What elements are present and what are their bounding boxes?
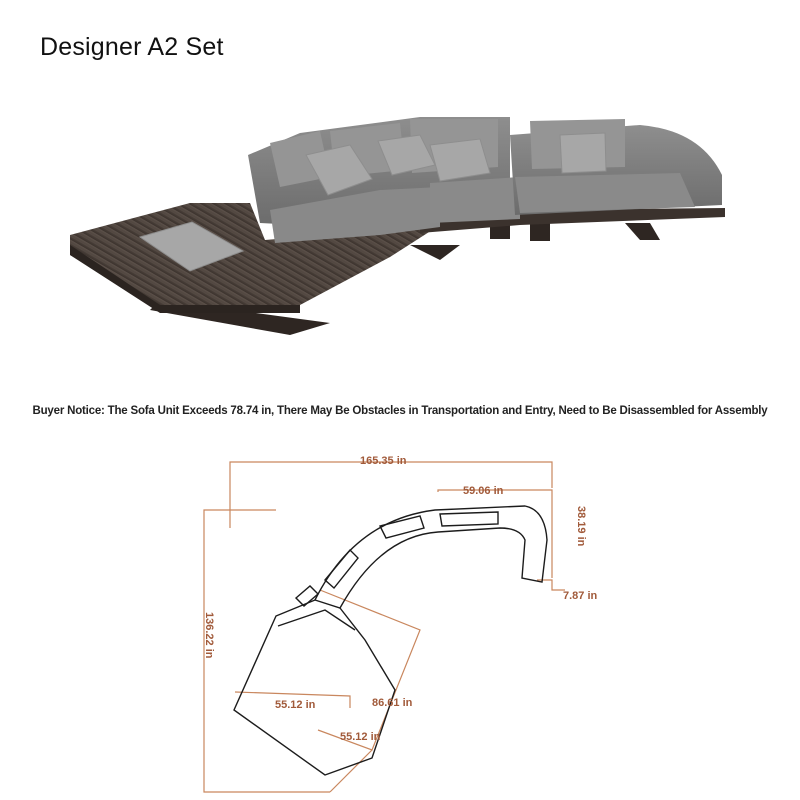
overall-width-label: 165.35 in (360, 455, 407, 467)
chaise-width-label: 55.12 in (275, 699, 316, 711)
dimension-lines (204, 462, 565, 792)
right-depth-label: 38.19 in (575, 506, 587, 547)
overall-depth-label: 136.22 in (203, 612, 215, 659)
chaise-depth-label: 55.12 in (340, 731, 381, 743)
buyer-notice: Buyer Notice: The Sofa Unit Exceeds 78.74 in, There May Be Obstacles in Transportation and Entry, Need to Be Disassembled for Assembly (32, 405, 768, 417)
sofa-product-image (0, 95, 800, 395)
dimension-diagram (180, 440, 640, 800)
sofa-outline (234, 506, 547, 775)
right-width-label: 59.06 in (463, 485, 504, 497)
platform-extension-label: 7.87 in (563, 590, 598, 602)
product-title: Designer A2 Set (40, 33, 224, 61)
left-length-label: 86.61 in (372, 697, 413, 709)
dimension-labels (203, 455, 598, 743)
